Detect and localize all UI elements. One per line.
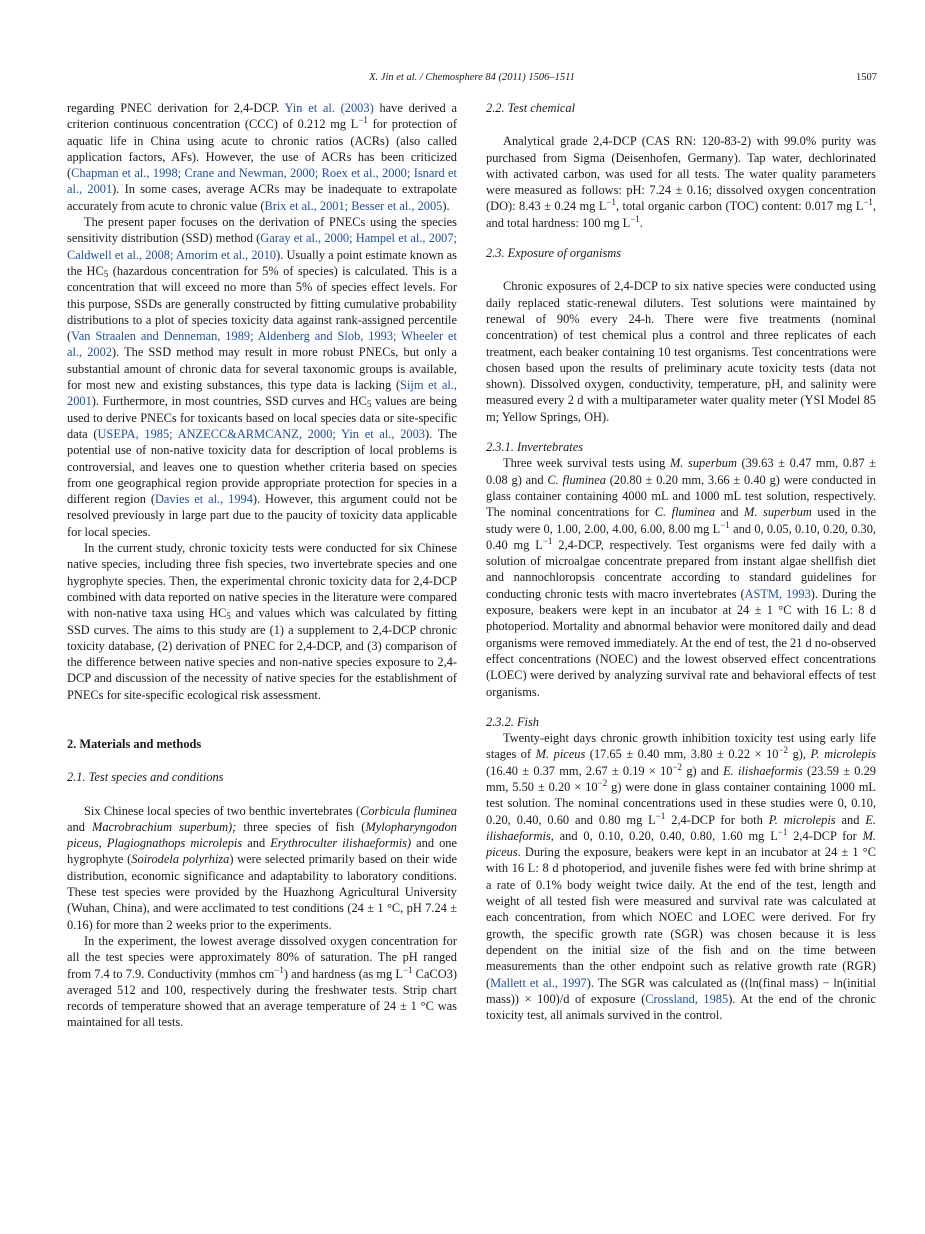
paragraph-test-chemical: Analytical grade 2,4-DCP (CAS RN: 120-83-2) with 99.0% purity was purchased from Sigma (Deisenhofen, Germany). Tap water, dechlorinated with activated carbon, was used for all tests. The water quality parameters were measured as follows: pH: 7.24 ± 0.16; dissolved oxygen concentration (DO): 8.43 ± 0.24 mg $L^{-1}$, total organic carbon (TOC) content: 0.017 mg $L^{-1}$, and total hardness: 100 mg $L^{-1}$.	[486, 134, 877, 230]
citation-link[interactable]: Van Straalen and Denneman, 1989; Aldenberg and Slob, 1993; Wheeler et al., 2002	[67, 329, 457, 360]
section-heading-materials-methods: 2. Materials and methods	[67, 736, 202, 751]
citation-link[interactable]: Mallett et al., 1997	[490, 975, 587, 990]
citation-link[interactable]: ASTM, 1993	[744, 586, 811, 601]
running-head: X. Jin et al. / Chemosphere 84 (2011) 1506–1511	[369, 72, 575, 83]
subsection-heading-test-species: 2.1. Test species and conditions	[67, 770, 224, 785]
citation-link[interactable]: Yin et al. (2003)	[284, 101, 374, 115]
left-column	[67, 100, 457, 1031]
page-header	[67, 72, 877, 88]
paragraph-current-study: In the current study, chronic toxicity tests were conducted for six Chinese native species, including three fish species, two invertebrate species and one hygrophyte species. Then, the experimental chronic toxicity data for 2,4-DCP combined with data reported on native species in the literature were compared with non-native taxa using $HC_5$ and values which was calculated by fitting SSD curves. The aims to this study are (1) a supplement to 2,4-DCP chronic toxicity database, (2) derivation of PNEC for 2,4-DCP, and (3) comparison of the difference between native species and non-native species exposure to 2,4-DCP and discussion of the necessity of native species for the establishment of PNECs for site-specific ecological risk assessment.	[67, 541, 457, 702]
citation-link[interactable]: USEPA, 1985; ANZECC&ARMCANZ, 2000; Yin et al., 2003	[97, 426, 425, 441]
citation-link[interactable]: Davies et al., 1994	[154, 492, 253, 507]
page-number: 1507	[856, 72, 877, 83]
citation-link[interactable]: Sijm et al., 2001	[67, 378, 457, 409]
paragraph-exposure: Chronic exposures of 2,4-DCP to six native species were conducted using daily replaced static-renewal diluters. Test solutions were maintained by renewal of 90% every 24-h. There were five treatments (nominal concentration) of test chemical plus a control and three replicates of each treatment, each beaker containing 10 test organisms. Test concentrations were chosen based upon the results of preliminary acute toxicity tests (data not shown). Dissolved oxygen, conductivity, temperature, pH, and salinity were measured every 2 d with a multiparameter water quality meter (YSI Model 85 m; Yellow Springs, OH).	[486, 279, 876, 424]
paragraph-ssd-method: The present paper focuses on the derivation of PNECs using the species sensitivity distribution (SSD) method (Garay et al., 2000; Hampel et al., 2007; Caldwell et al., 2008; Amorim et al., 2010). Usually a point estimate known as the $HC_5$ (hazardous concentration for 5% of species) is calculated. This is a concentration that will exceed no more than 5% of species effect levels. For this purpose, SSDs are generally constructed by fitting cumulative probability distributions to a plot of species toxicity data against rank-assigned percentile (Van Straalen and Denneman, 1989; Aldenberg and Slob, 1993; Wheeler et al., 2002). The SSD method may result in more robust PNECs, but only a substantial amount of chronic data for several taxonomic groups is available, for most new and existing substances, this type data is lacking (Sijm et al., 2001). Furthermore, in most countries, SSD curves and $HC_5$ values are being used to derive PNECs for toxicants based on local species data or site-specific data (USEPA, 1985; ANZECC&ARMCANZ, 2000; Yin et al., 2003). The potential use of non-native toxicity data for description of local problems is controversial, and leaves one to question whether criteria based on species from one geographical region provide appropriate protection for species in a different region (Davies et al., 1994). However, this argument could not be resolved previously in large part due to the paucity of toxicity data applicable for local species.	[67, 215, 458, 539]
paragraph-experiment-conditions: In the experiment, the lowest average dissolved oxygen concentration for all the test species were approximately 80% of saturation. The pH ranged from 7.4 to 7.9. Conductivity (mmhos $cm^{-1}$) and hardness (as mg $L^{-1}$ CaCO3) averaged 512 and 100, respectively during the freshwater tests. Strip chart records of temperature showed that an average temperature of 24 ± 1 °C was maintained for all tests.	[67, 933, 457, 1030]
paragraph-pnec-derivation: regarding PNEC derivation for 2,4-DCP. Yin et al. (2003) have derived a criterion continuous concentration (CCC) of 0.212 mg $L^{-1}$ for protection of aquatic life in China using acute to chronic ratios (ACRs) (also called application factors, AFs). However, the use of ACRs has been criticized (Chapman et al., 1998; Crane and Newman, 2000; Roex et al., 2000; Isnard et al., 2001). In some cases, average ACRs may be inadequate to extrapolate accurately from acute to chronic value (Brix et al., 2001; Besser et al., 2005).	[67, 101, 458, 213]
citation-link[interactable]: Crossland, 1985	[645, 991, 729, 1006]
citation-link[interactable]: Brix et al., 2001; Besser et al., 2005	[264, 198, 443, 213]
subsection-heading-exposure: 2.3. Exposure of organisms	[486, 246, 622, 261]
right-column	[486, 100, 876, 1023]
paragraph-invertebrates: Three week survival tests using M. superbum (39.63 ± 0.47 mm, 0.87 ± 0.08 g) and C. fluminea (20.80 ± 0.20 mm, 3.66 ± 0.40 g) were conducted in glass container containing 4000 mL and 1000 mL test solution, respectively. The nominal concentrations for C. fluminea and M. superbum used in the study were 0, 1.00, 2.00, 4.00, 6.00, 8.00 mg $L^{-1}$ and 0, 0.05, 0.10, 0.20, 0.30, 0.40 mg $L^{-1}$ 2,4-DCP, respectively. Test organisms were fed daily with a solution of microalgae concentrate prepared from instant algae shellfish diet and nannochloropsis concentrate according to standard guidelines for conducting chronic tests with macro invertebrates (ASTM, 1993). During the exposure, beakers were kept in an incubator at 24 ± 1 °C with 16 L: 8 d photoperiod. Mortality and abnormal behavior were monitored daily and dead organisms were removed immediately. At the end of test, the 21 d no-observed effect concentrations (NOEC) and the lowest observed effect concentrations (LOEC) were derived by analyzing survival rate and behavioral effects of test organisms.	[486, 456, 877, 699]
subsection-heading-invertebrates: 2.3.1. Invertebrates	[486, 440, 584, 455]
paragraph-fish: Twenty-eight days chronic growth inhibition toxicity test using early life stages of M. piceus (17.65 ± 0.40 mm, $3.80 \pm 0.22 \times 10^{-2}$ g), P. microlepis (16.40 ± 0.37 mm, $2.67 \pm 0.19 \times 10^{-2}$ g) and E. ilishaeformis (23.59 ± 0.29 mm, $5.50 \pm 0.20 \times 10^{-2}$ g) were done in glass container containing 1000 mL test solution. The nominal concentrations used in these studies were 0, 0.10, 0.20, 0.40, 0.60 and 0.80 mg $L^{-1}$ 2,4-DCP for both P. microlepis and E. ilishaeformis, and 0, 0.10, 0.20, 0.40, 0.80, 1.60 mg $L^{-1}$ 2,4-DCP for M. piceus. During the exposure, beakers were kept in an incubator at 24 ± 1 °C with 16 L: 8 d photoperiod, and juvenile fishes were fed with brine shrimp at a rate of 0.1% body weight twice daily. At the end of the test, length and weight of all tested fish were measured and survival rate was calculated at each concentration, from which NOEC and LOEC were derived. For fry growth, the specific growth rate (SGR) was chosen because it is less dependent on the initial size of the fish and on the time between measurements than the other endpoint such as relative growth rate (RGR) (Mallett et al., 1997). The SGR was calculated as ((ln(final mass) − ln(initial mass)) × 100)/d of exposure (Crossland, 1985). At the end of the chronic toxicity test, all animals survived in the control.	[486, 731, 877, 1023]
subsection-heading-test-chemical: 2.2. Test chemical	[486, 101, 576, 115]
subsection-heading-fish: 2.3.2. Fish	[486, 714, 540, 729]
citation-link[interactable]: Garay et al., 2000; Hampel et al., 2007; Caldwell et al., 2008; Amorim et al., 2010	[67, 231, 457, 262]
citation-link[interactable]: Chapman et al., 1998; Crane and Newman, 2000; Roex et al., 2000; Isnard et al., 2001	[67, 166, 457, 197]
paragraph-test-species: Six Chinese local species of two benthic invertebrates (Corbicula fluminea and Macrobrachium superbum); three species of fish (Mylopharyngodon piceus, Plagiognathops microlepis and Erythroculter ilishaeformis) and one hygrophyte (Soirodela polyrhiza) were selected primarily based on their wide distribution, economic significance and adaptability to laboratory conditions. These test species were provided by the Huazhong Agricultural University (Wuhan, China), and were acclimated to test conditions (24 ± 1 °C, pH 7.24 ± 0.16) for more than 2 weeks prior to the experiments.	[67, 803, 457, 932]
